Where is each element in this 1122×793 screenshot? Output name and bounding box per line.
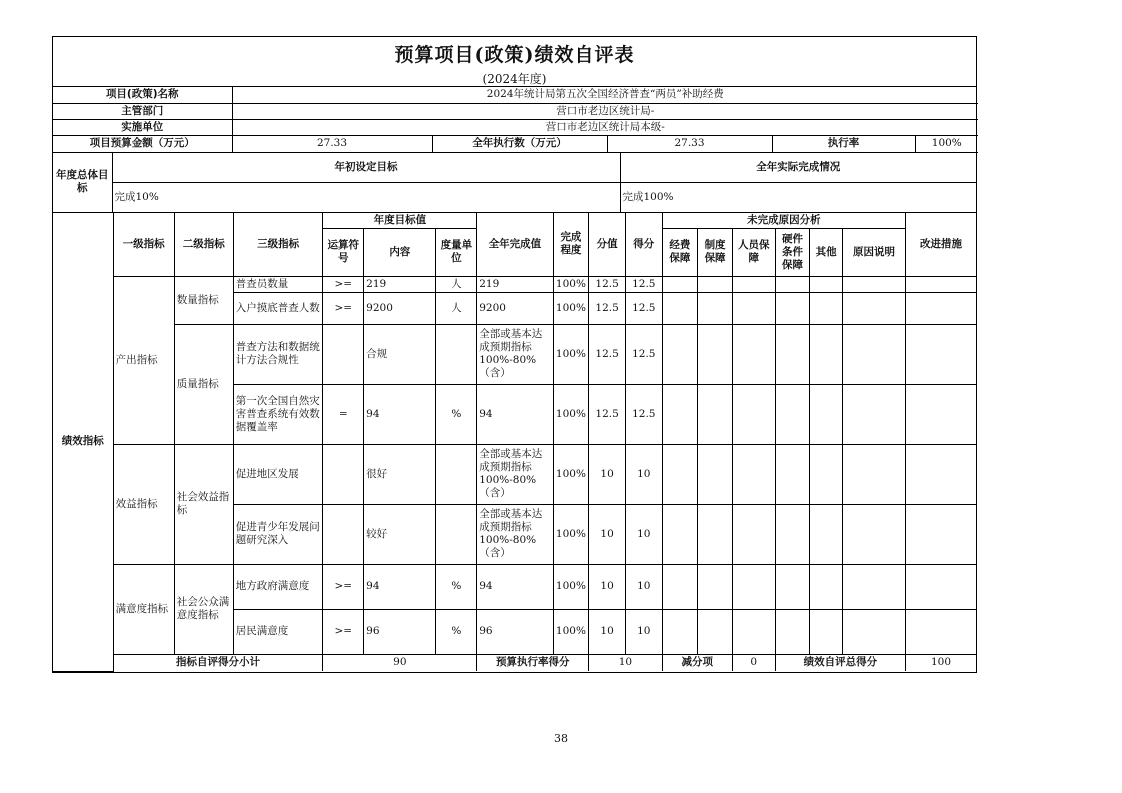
project-info-table bbox=[53, 87, 978, 153]
reason-group-header: 未完成原因分析 bbox=[662, 213, 905, 228]
indicator-table bbox=[53, 213, 976, 672]
op-header: 运算符号 bbox=[323, 228, 364, 276]
initial-goal: 完成10% bbox=[112, 183, 620, 213]
indicator-unit bbox=[436, 444, 477, 504]
content-header: 内容 bbox=[364, 228, 436, 276]
perf-indicators-label: 绩效指标 bbox=[53, 213, 113, 671]
indicator-content: 94 bbox=[364, 384, 436, 444]
summary-row bbox=[53, 654, 976, 671]
indicator-name: 普查方法和数据统计方法合规性 bbox=[233, 324, 323, 384]
indicator-actual: 9200 bbox=[477, 292, 553, 324]
budget-score-value: 10 bbox=[589, 654, 662, 671]
indicator-unit: % bbox=[436, 609, 477, 654]
unit-value: 营口市老边区统计局本级- bbox=[232, 119, 978, 135]
budget-value: 27.33 bbox=[232, 135, 432, 152]
reason-staff-header: 人员保障 bbox=[732, 228, 775, 276]
level1-output: 产出指标 bbox=[113, 276, 174, 444]
indicator-name: 居民满意度 bbox=[233, 609, 323, 654]
score-header: 得分 bbox=[625, 213, 662, 276]
indicator-name: 第一次全国自然灾害普查系统有效数据覆盖率 bbox=[233, 384, 323, 444]
indicator-degree: 100% bbox=[553, 292, 589, 324]
indicator-content: 9200 bbox=[364, 292, 436, 324]
total-label: 绩效自评总得分 bbox=[775, 654, 905, 671]
indicator-degree: 100% bbox=[553, 384, 589, 444]
subtotal-label: 指标自评得分小计 bbox=[113, 654, 323, 671]
indicator-name: 普查员数量 bbox=[233, 276, 323, 292]
overall-label: 年度总体目标 bbox=[53, 153, 112, 213]
indicator-actual: 94 bbox=[477, 564, 553, 609]
total-value: 100 bbox=[906, 654, 976, 671]
level1-benefit: 效益指标 bbox=[113, 444, 174, 564]
project-name-label: 项目(政策)名称 bbox=[53, 87, 232, 103]
actual-header: 全年完成值 bbox=[477, 213, 553, 276]
indicator-value: 12.5 bbox=[589, 292, 626, 324]
improve-header: 改进措施 bbox=[906, 213, 976, 276]
indicator-actual: 全部或基本达成预期指标100%-80%（含） bbox=[477, 444, 553, 504]
indicator-score: 12.5 bbox=[625, 276, 662, 292]
reason-note-header: 原因说明 bbox=[842, 228, 905, 276]
table-row bbox=[53, 564, 976, 609]
rate-value: 100% bbox=[915, 135, 978, 152]
level3-header: 三级指标 bbox=[233, 213, 323, 276]
indicator-unit: % bbox=[436, 564, 477, 609]
level2-social-benefit: 社会效益指标 bbox=[174, 444, 233, 564]
indicator-actual: 94 bbox=[477, 384, 553, 444]
rate-label: 执行率 bbox=[772, 135, 915, 152]
reason-funding-header: 经费保障 bbox=[662, 228, 698, 276]
indicator-score: 10 bbox=[625, 564, 662, 609]
budget-score-label: 预算执行率得分 bbox=[477, 654, 589, 671]
indicator-content: 96 bbox=[364, 609, 436, 654]
indicator-score: 10 bbox=[625, 444, 662, 504]
actual-goal-label: 全年实际完成情况 bbox=[620, 153, 976, 183]
form-year: (2024年度) bbox=[53, 70, 976, 87]
deduct-label: 减分项 bbox=[662, 654, 732, 671]
indicator-content: 较好 bbox=[364, 504, 436, 564]
indicator-degree: 100% bbox=[553, 324, 589, 384]
indicator-degree: 100% bbox=[553, 504, 589, 564]
indicator-unit bbox=[436, 504, 477, 564]
indicator-score: 10 bbox=[625, 609, 662, 654]
indicator-name: 促进地区发展 bbox=[233, 444, 323, 504]
level1-satisfaction: 满意度指标 bbox=[113, 564, 174, 654]
table-row bbox=[53, 276, 976, 292]
reason-hardware-header: 硬件条件保障 bbox=[775, 228, 810, 276]
form-title: 预算项目(政策)绩效自评表 bbox=[394, 44, 635, 66]
indicator-value: 10 bbox=[589, 564, 626, 609]
indicator-score: 12.5 bbox=[625, 384, 662, 444]
indicator-value: 10 bbox=[589, 609, 626, 654]
level2-header: 二级指标 bbox=[174, 213, 233, 276]
indicator-degree: 100% bbox=[553, 444, 589, 504]
initial-goal-label: 年初设定目标 bbox=[112, 153, 620, 183]
indicator-content: 很好 bbox=[364, 444, 436, 504]
unit-label: 实施单位 bbox=[53, 119, 232, 135]
indicator-name: 地方政府满意度 bbox=[233, 564, 323, 609]
indicator-value: 10 bbox=[589, 504, 626, 564]
level2-quality: 质量指标 bbox=[174, 324, 233, 444]
indicator-actual: 96 bbox=[477, 609, 553, 654]
page-number: 38 bbox=[554, 732, 568, 745]
indicator-op bbox=[323, 324, 364, 384]
indicator-op: >= bbox=[323, 609, 364, 654]
indicator-content: 94 bbox=[364, 564, 436, 609]
indicator-op: >= bbox=[323, 276, 364, 292]
score-value-header: 分值 bbox=[589, 213, 626, 276]
indicator-score: 12.5 bbox=[625, 324, 662, 384]
budget-label: 项目预算金额（万元） bbox=[53, 135, 232, 152]
dept-label: 主管部门 bbox=[53, 103, 232, 119]
reason-other-header: 其他 bbox=[810, 228, 843, 276]
indicator-unit: 人 bbox=[436, 276, 477, 292]
indicator-degree: 100% bbox=[553, 564, 589, 609]
level2-quantity: 数量指标 bbox=[174, 276, 233, 324]
reason-system-header: 制度保障 bbox=[698, 228, 733, 276]
indicator-content: 合规 bbox=[364, 324, 436, 384]
exec-value: 27.33 bbox=[607, 135, 772, 152]
indicator-value: 10 bbox=[589, 444, 626, 504]
indicator-op bbox=[323, 444, 364, 504]
indicator-degree: 100% bbox=[553, 276, 589, 292]
degree-header: 完成程度 bbox=[553, 213, 589, 276]
indicator-unit: % bbox=[436, 384, 477, 444]
level1-header: 一级指标 bbox=[113, 213, 174, 276]
indicator-op: >= bbox=[323, 564, 364, 609]
project-name: 2024年统计局第五次全国经济普查“两员”补助经费 bbox=[232, 87, 978, 103]
indicator-op: = bbox=[323, 384, 364, 444]
unit-header: 度量单位 bbox=[436, 228, 477, 276]
table-row bbox=[53, 324, 976, 384]
exec-label: 全年执行数（万元） bbox=[432, 135, 607, 152]
table-row bbox=[53, 444, 976, 504]
dept-value: 营口市老边区统计局- bbox=[232, 103, 978, 119]
indicator-actual: 全部或基本达成预期指标100%-80%（含） bbox=[477, 504, 553, 564]
indicator-actual: 全部或基本达成预期指标100%-80%（含） bbox=[477, 324, 553, 384]
indicator-op: >= bbox=[323, 292, 364, 324]
indicator-op bbox=[323, 504, 364, 564]
indicator-unit bbox=[436, 324, 477, 384]
indicator-value: 12.5 bbox=[589, 384, 626, 444]
evaluation-form bbox=[52, 36, 977, 673]
indicator-name: 促进青少年发展问题研究深入 bbox=[233, 504, 323, 564]
subtotal-value: 90 bbox=[323, 654, 477, 671]
indicator-content: 219 bbox=[364, 276, 436, 292]
indicator-unit: 人 bbox=[436, 292, 477, 324]
indicator-score: 12.5 bbox=[625, 292, 662, 324]
overall-goal-table bbox=[53, 153, 976, 214]
actual-goal: 完成100% bbox=[620, 183, 976, 213]
level2-public-satisfaction: 社会公众满意度指标 bbox=[174, 564, 233, 654]
deduct-value: 0 bbox=[732, 654, 775, 671]
indicator-value: 12.5 bbox=[589, 276, 626, 292]
target-group-header: 年度目标值 bbox=[323, 213, 477, 228]
indicator-actual: 219 bbox=[477, 276, 553, 292]
indicator-score: 10 bbox=[625, 504, 662, 564]
indicator-name: 入户摸底普查人数 bbox=[233, 292, 323, 324]
indicator-value: 12.5 bbox=[589, 324, 626, 384]
indicator-degree: 100% bbox=[553, 609, 589, 654]
